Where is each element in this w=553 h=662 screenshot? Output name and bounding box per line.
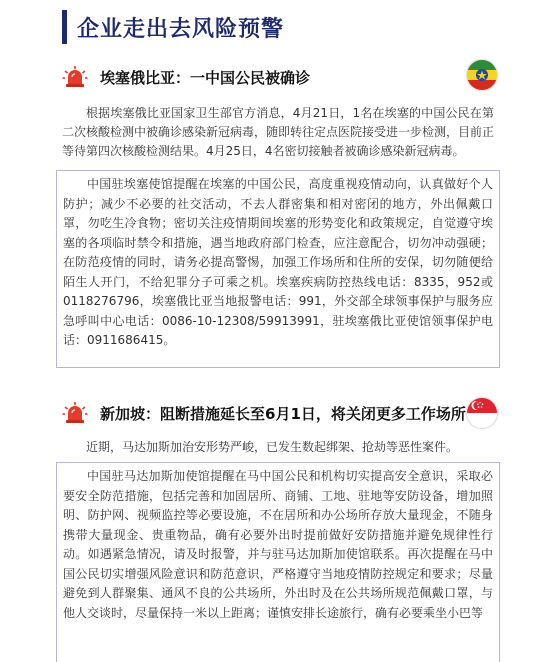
section-2-notice: 中国驻马达加斯加使馆提醒在马中国公民和机构切实提高安全意识，采取必要安全防范措施，包括完善和加固居所、商铺、工地、驻地等安防设备，增加照明、防护网、视频监控等必要设施，不在居所和办公场所存放大量现金，不随身携带大量现金、贵重物品，确有必要外出时提前做好安防措施并避免规律性行动。如遇紧急情况，请及时报警，并与驻马达加斯加使馆联系。再次提醒在马中国公民切实增强风险意识和防范意识，严格遵守当地疫情防控规定和要求；尽量避免到人群聚集、通风不良的公共场所，外出时及在公共场所规范佩戴口罩，与他人交谈时，尽量保持一米以上距离；谨慎安排长途旅行，确有必要乘坐小巴等 bbox=[63, 469, 493, 620]
section-2-notice-box bbox=[56, 462, 500, 662]
ethiopia-flag-icon bbox=[467, 60, 497, 90]
section-1-notice: 中国驻埃塞使馆提醒在埃塞的中国公民，高度重视疫情动向，认真做好个人防护；减少不必要的社交活动，不去人群密集和相对密闭的地方，外出佩戴口罩，勿吃生冷食物；密切关注疫情期间埃塞的形势变化和政策规定，自觉遵守埃塞的各项临时禁令和措施，遇当地政府部门检查，应注意配合，切勿冲动强硬；在防范疫情的同时，请务必提高警惕，加强工作场所和住所的安保，切勿随便给陌生人开门，不给犯罪分子可乘之机。埃塞疾病防控热线电话：8335，952或0118276796，埃塞俄比亚当地报警电话：991，外交部全球领事保护与服务应急呼叫中心电话：0086-10-12308/59913991，驻埃塞俄比亚使馆领事保护电话：0911686415。 bbox=[63, 177, 493, 347]
alarm-siren-icon bbox=[62, 65, 88, 89]
section-1-notice-box bbox=[56, 170, 500, 368]
section-2-intro: 近期，马达加斯加治安形势严峻，已发生数起绑架、抢劫等恶性案件。 bbox=[86, 440, 459, 454]
header-accent-bar bbox=[62, 10, 67, 44]
singapore-flag-icon bbox=[467, 398, 497, 428]
section-1-title-row bbox=[62, 62, 503, 92]
section-title: 新加坡：阻断措施延长至6月1日，将关闭更多工作场所 bbox=[100, 404, 466, 423]
page-title: 企业走出去风险预警 bbox=[77, 16, 285, 42]
alarm-siren-icon bbox=[62, 401, 88, 425]
section-title: 埃塞俄比亚：一中国公民被确诊 bbox=[100, 68, 311, 87]
section-1-intro: 根据埃塞俄比亚国家卫生部官方消息，4月21日，1名在埃塞的中国公民在第二次核酸检测中被确诊感染新冠病毒，随即转往定点医院接受进一步检测，目前正等待第四次核酸检测结果。4月25日，4名密切接触者被确诊感染新冠病毒。 bbox=[62, 106, 495, 158]
section-2-title-row bbox=[62, 398, 503, 428]
page-header bbox=[62, 10, 284, 44]
